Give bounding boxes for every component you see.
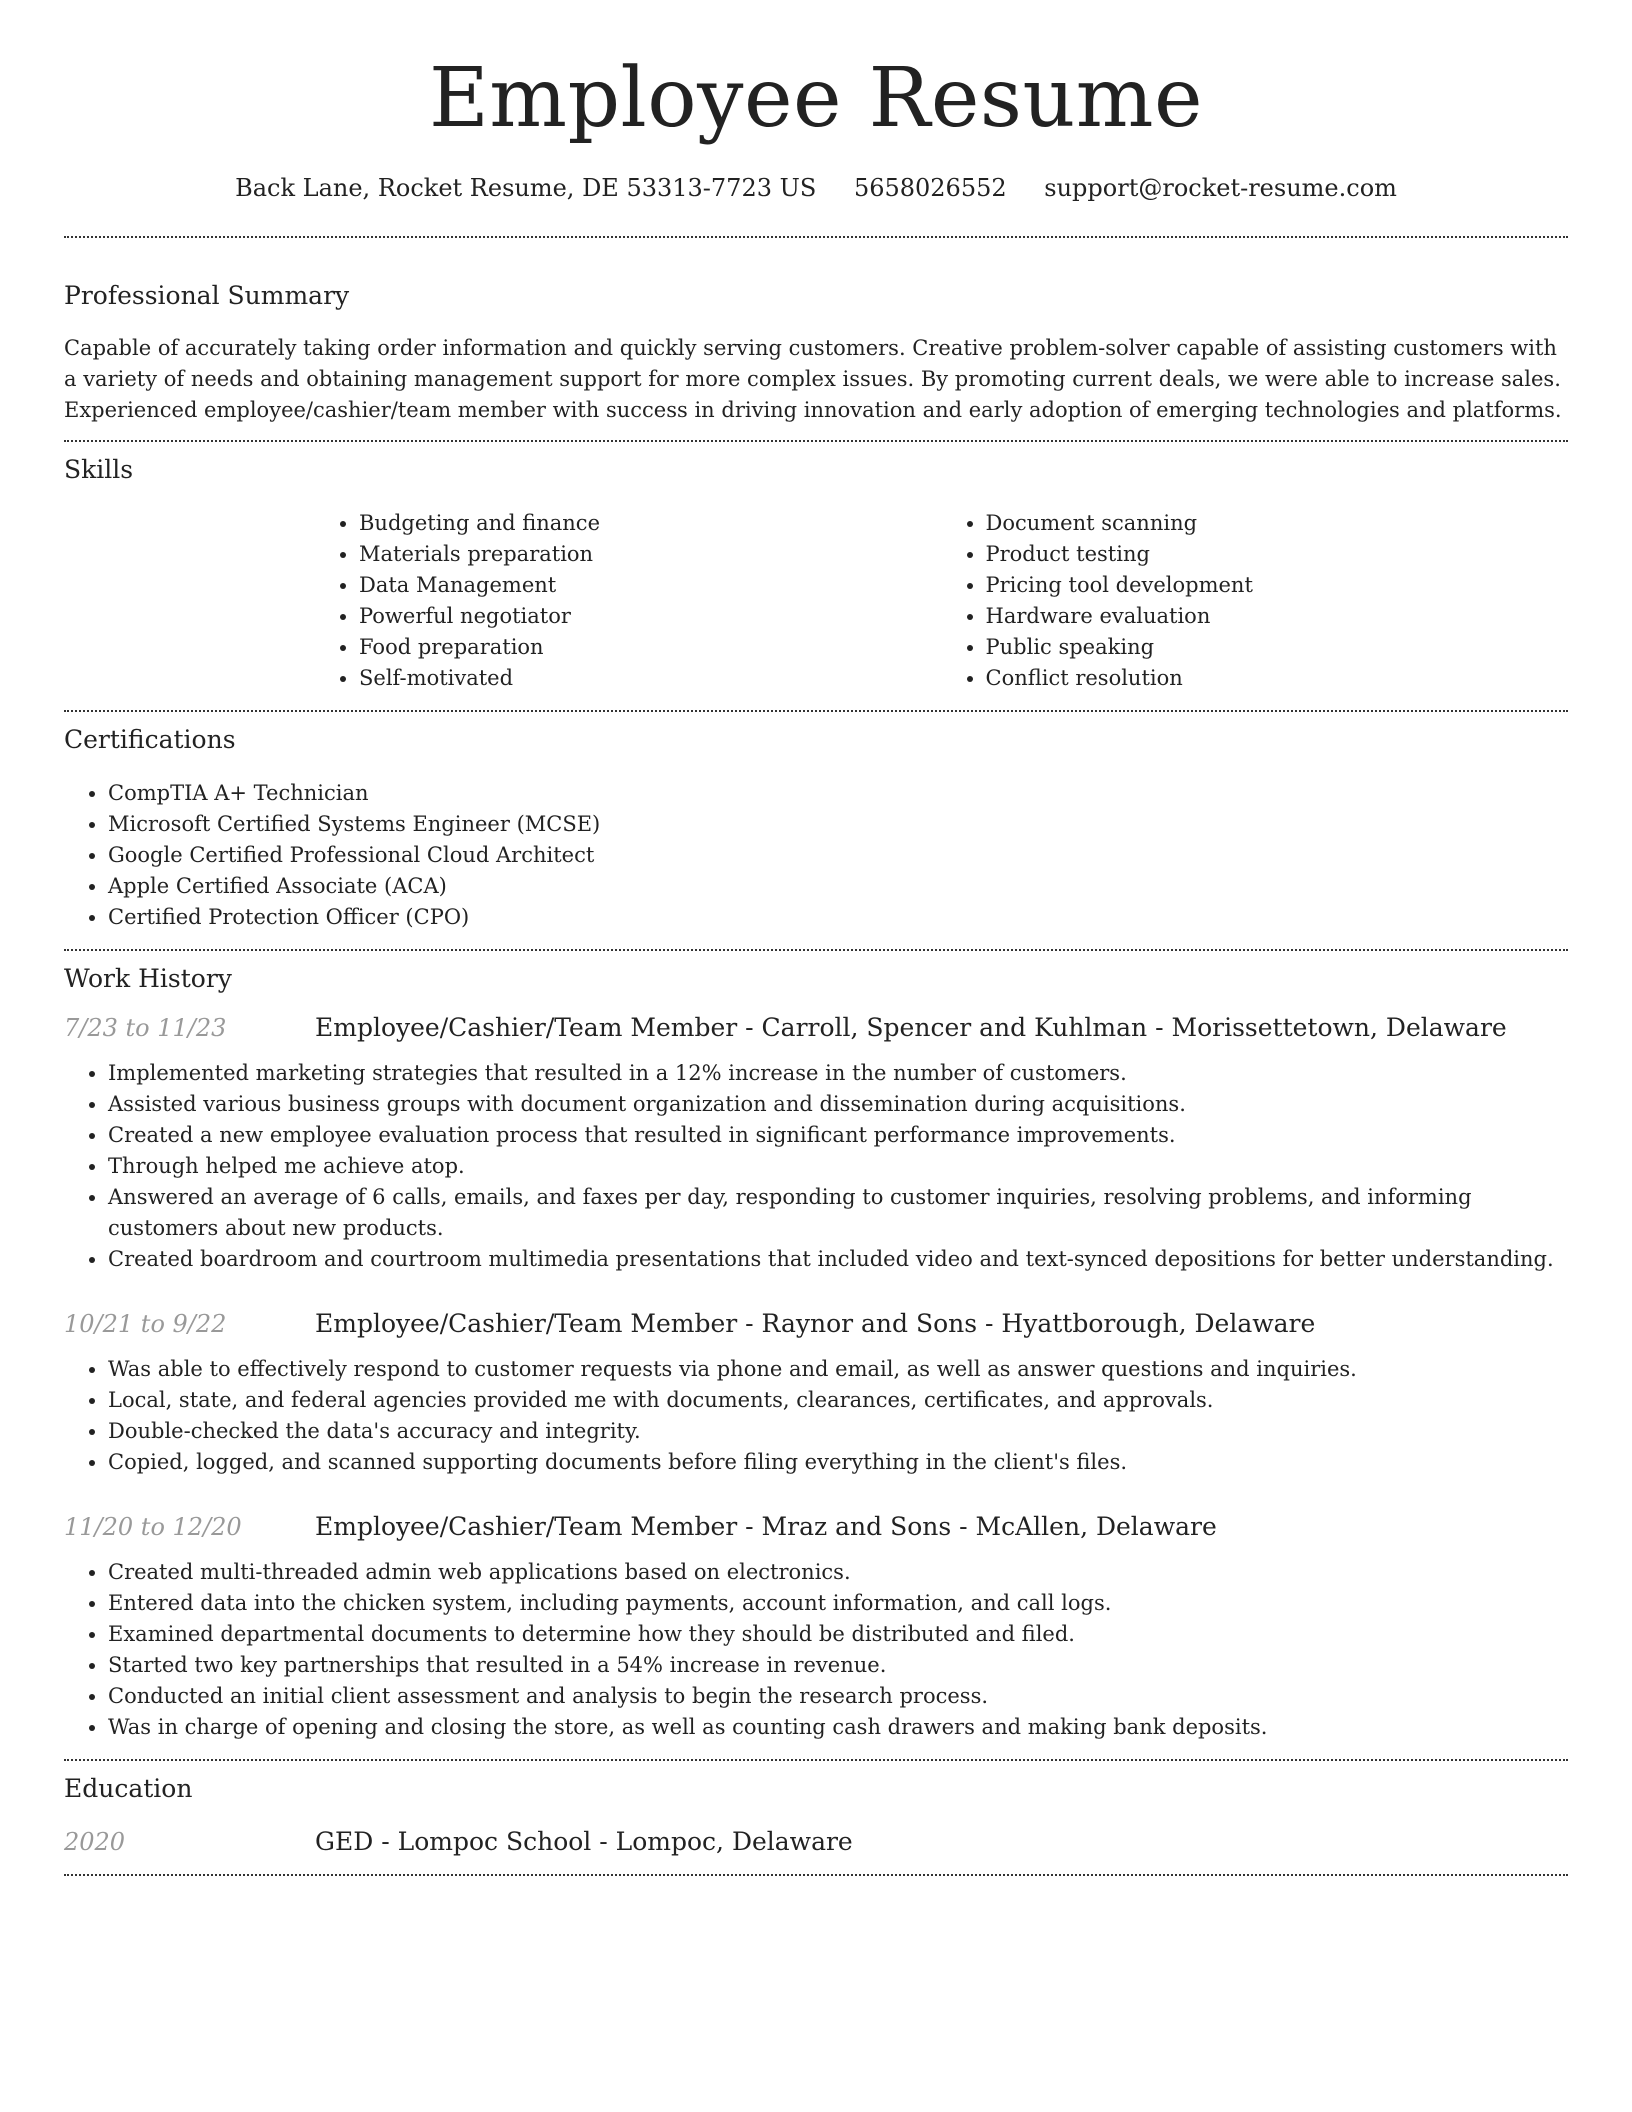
job-bullet: • Double-checked the data's accuracy and integrity. [108,1416,1568,1447]
contact-phone: 5658026552 [853,174,1007,202]
certification-item: • Microsoft Certified Systems Engineer (MCSE) [108,809,1568,840]
contact-email: support@rocket-resume.com [1044,174,1397,202]
job-entry [64,1512,1568,1743]
contact-address: Back Lane, Rocket Resume, DE 53313-7723 US [235,174,817,202]
skill-item: • Conflict resolution [986,663,1569,694]
job-bullets [64,1354,1568,1478]
divider [64,710,1568,712]
skill-item: • Document scanning [986,508,1569,539]
education-entry [64,1827,1568,1856]
job-bullet: • Created a new employee evaluation process that resulted in significant performance improvements. [108,1120,1568,1151]
summary-heading: Professional Summary [64,281,350,310]
contact-line [64,174,1568,202]
divider [64,949,1568,951]
job-entry [64,1309,1568,1478]
skills-heading: Skills [64,455,134,484]
certification-item: • Certified Protection Officer (CPO) [108,902,1568,933]
skill-item: • Self-motivated [359,663,942,694]
job-dates: 7/23 to 11/23 [64,1014,227,1042]
job-header [64,1512,1568,1541]
education-year: 2020 [64,1828,126,1856]
divider [64,1874,1568,1876]
skill-item: • Food preparation [359,632,942,663]
job-bullet: • Was able to effectively respond to customer requests via phone and email, as well as answer questions and inquiries. [108,1354,1568,1385]
divider [64,236,1568,238]
job-dates: 11/20 to 12/20 [64,1513,242,1541]
job-bullet: • Was in charge of opening and closing the store, as well as counting cash drawers and making bank deposits. [108,1712,1568,1743]
job-bullet: • Entered data into the chicken system, including payments, account information, and call logs. [108,1588,1568,1619]
skills-section [64,455,1568,694]
skills-list-left [315,508,942,694]
job-bullet: • Created multi-threaded admin web applications based on electronics. [108,1557,1568,1588]
job-title: Employee/Cashier/Team Member - Raynor and Sons - Hyattborough, Delaware [315,1309,1316,1338]
job-bullet: • Created boardroom and courtroom multimedia presentations that included video and text-synced depositions for better understanding. [108,1244,1568,1275]
skill-item: • Public speaking [986,632,1569,663]
work-history-heading: Work History [64,964,232,993]
divider [64,440,1568,442]
certifications-section [64,725,1568,933]
job-bullet: • Assisted various business groups with document organization and dissemination during acquisitions. [108,1089,1568,1120]
education-section [64,1774,1568,1856]
education-degree: GED - Lompoc School - Lompoc, Delaware [315,1827,853,1856]
certification-item: • CompTIA A+ Technician [108,778,1568,809]
skill-item: • Powerful negotiator [359,601,942,632]
job-bullet: • Implemented marketing strategies that resulted in a 12% increase in the number of customers. [108,1058,1568,1089]
skill-item: • Pricing tool development [986,570,1569,601]
job-dates: 10/21 to 9/22 [64,1310,227,1338]
divider [64,1759,1568,1761]
job-bullet: • Local, state, and federal agencies provided me with documents, clearances, certificates, and approvals. [108,1385,1568,1416]
job-bullet: • Answered an average of 6 calls, emails, and faxes per day, responding to customer inquiries, resolving problems, and informing customers about new products. [108,1182,1568,1244]
job-bullet: • Started two key partnerships that resulted in a 54% increase in revenue. [108,1650,1568,1681]
skill-item: • Budgeting and finance [359,508,942,539]
summary-section [64,281,1568,426]
education-heading: Education [64,1774,193,1803]
skills-list-right [942,508,1569,694]
job-bullets [64,1557,1568,1743]
job-title: Employee/Cashier/Team Member - Carroll, Spencer and Kuhlman - Morissettetown, Delaware [315,1013,1507,1042]
job-bullet: • Examined departmental documents to determine how they should be distributed and filed. [108,1619,1568,1650]
skill-item: • Product testing [986,539,1569,570]
skill-item: • Materials preparation [359,539,942,570]
certifications-heading: Certifications [64,725,236,754]
certification-item: • Apple Certified Associate (ACA) [108,871,1568,902]
job-bullet: • Copied, logged, and scanned supporting documents before filing everything in the client's files. [108,1447,1568,1478]
job-bullet: • Conducted an initial client assessment and analysis to begin the research process. [108,1681,1568,1712]
job-header [64,1013,1568,1042]
job-bullet: • Through helped me achieve atop. [108,1151,1568,1182]
certification-item: • Google Certified Professional Cloud Architect [108,840,1568,871]
summary-text: Capable of accurately taking order information and quickly serving customers. Creative problem-solver capable of assisting customers with a variety of needs and obtaining management support for more complex issues. By promoting current deals, we were able to increase sales. Experienced employee/cashier/team member with success in driving innovation and early adoption of emerging technologies and platforms. [64,336,1562,422]
certifications-list [64,778,1568,933]
job-title: Employee/Cashier/Team Member - Mraz and Sons - McAllen, Delaware [315,1512,1217,1541]
job-header [64,1309,1568,1338]
job-bullets [64,1058,1568,1275]
skills-columns [315,508,1568,694]
work-history-section [64,964,1568,1743]
resume-name: Employee Resume [428,51,1204,146]
job-entry [64,1013,1568,1275]
skill-item: • Hardware evaluation [986,601,1569,632]
skill-item: • Data Management [359,570,942,601]
